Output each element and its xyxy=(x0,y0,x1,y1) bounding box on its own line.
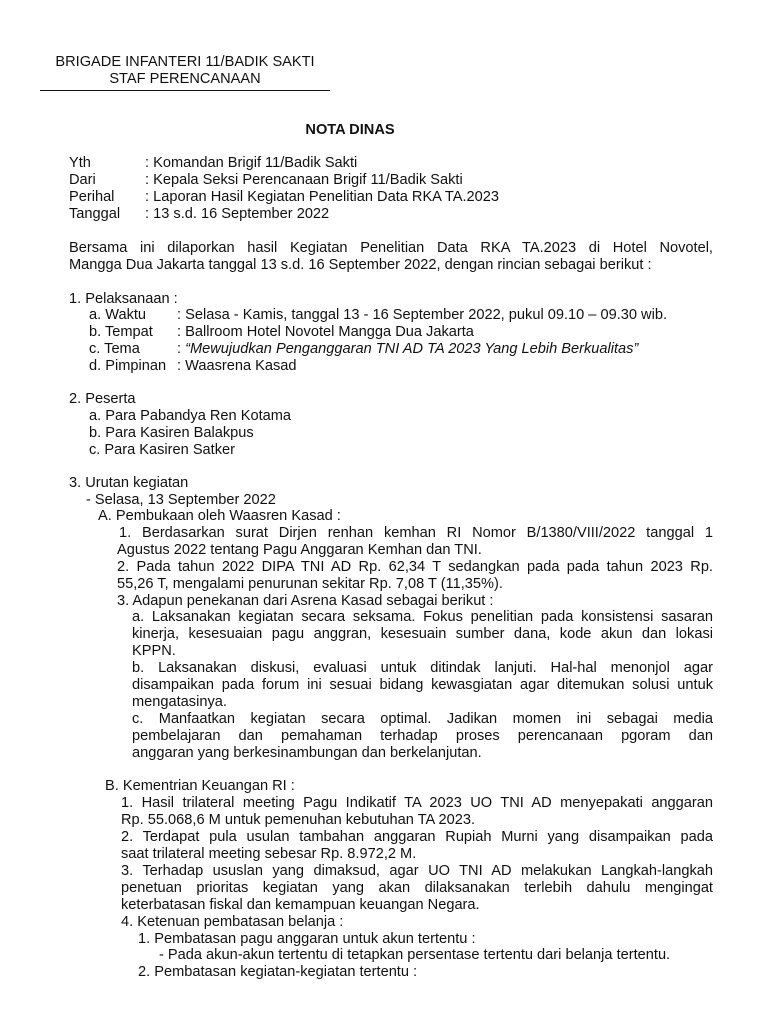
b-point-2-line-1: 2. Terdapat pula usulan tambahan anggaran Rupiah Murni yang disampaikan pada xyxy=(121,829,713,845)
day-heading: - Selasa, 13 September 2022 xyxy=(86,492,276,508)
b-point-4-2: 2. Pembatasan kegiatan-kegiatan tertentu : xyxy=(138,964,418,980)
item-value: : Selasa - Kamis, tanggal 13 - 16 September 2022, pukul 09.10 – 09.30 wib. xyxy=(177,307,668,323)
a-point-2-line-2: 55,26 T, mengalami penurunan sekitar Rp. 7,08 T (11,35%). xyxy=(117,576,503,592)
b-point-4-1-a: - Pada akun-akun tertentu di tetapkan persentase tertentu dari belanja tertentu. xyxy=(159,947,671,963)
a-sub-c-line-3: anggaran yang berkesinambungan dan berkelanjutan. xyxy=(132,745,482,761)
subsection-b-title: B. Kementrian Keuangan RI : xyxy=(105,778,295,794)
a-sub-a-line-3: KPPN. xyxy=(132,643,176,659)
item-value: : Waasrena Kasad xyxy=(177,358,297,374)
b-point-4: 4. Ketenuan pembatasan belanja : xyxy=(121,914,344,930)
document-title: NOTA DINAS xyxy=(305,122,395,138)
item-key: a. Waktu xyxy=(89,307,147,323)
a-point-2-line-1: 2. Pada tahun 2022 DIPA TNI AD Rp. 62,34 T sedangkan pada pada tahun 2023 Rp. xyxy=(117,559,713,575)
subsection-a-title: A. Pembukaan oleh Waasren Kasad : xyxy=(98,508,341,524)
header-key: Perihal xyxy=(69,189,115,205)
section-2-title: 2. Peserta xyxy=(69,391,136,407)
b-point-3-line-2: penetuan prioritas kegiatan yang akan dilaksanakan terlebih dahulu mengingat xyxy=(121,880,713,896)
item-key: c. Tema xyxy=(89,341,140,357)
a-sub-c-line-1: c. Manfaatkan kegiatan secara optimal. Jadikan momen ini sebagai media xyxy=(132,711,713,727)
b-point-1-line-1: 1. Hasil trilateral meeting Pagu Indikatif TA 2023 UO TNI AD menyepakati anggaran xyxy=(121,795,713,811)
a-point-1-line-2: Agustus 2022 tentang Pagu Anggaran Kemhan dan TNI. xyxy=(117,542,482,558)
item-colon: : xyxy=(177,341,186,357)
a-point-3: 3. Adapun penekanan dari Asrena Kasad sebagai berikut : xyxy=(117,593,494,609)
a-point-1-line-1: 1. Berdasarkan surat Dirjen renhan kemhan RI Nomor B/1380/VIII/2022 tanggal 1 xyxy=(119,525,713,541)
a-sub-a-line-1: a. Laksanakan kegiatan secara seksama. Fokus penelitian pada konsistensi sasaran xyxy=(132,609,713,625)
b-point-3-line-1: 3. Terhadap ususlan yang dimaksud, agar UO TNI AD melakukan Langkah-langkah xyxy=(121,863,713,879)
a-sub-b-line-2: disampaikan pada forum ini sesuai bidang kewasgiatan agar ditemukan solusi untuk xyxy=(132,677,713,693)
intro-line-1: Bersama ini dilaporkan hasil Kegiatan Penelitian Data RKA TA.2023 di Hotel Novotel, xyxy=(69,240,713,256)
letterhead xyxy=(40,54,330,91)
header-key: Dari xyxy=(69,172,96,188)
participant-item: b. Para Kasiren Balakpus xyxy=(89,425,254,441)
a-sub-c-line-2: pembelajaran dan pemahaman terhadap proses perencanaan pgoram dan xyxy=(132,728,713,744)
header-value: : 13 s.d. 16 September 2022 xyxy=(145,206,330,222)
item-key: d. Pimpinan xyxy=(89,358,167,374)
section-1-title: 1. Pelaksanaan : xyxy=(69,291,178,307)
header-key: Tanggal xyxy=(69,206,121,222)
a-sub-b-line-1: b. Laksanakan diskusi, evaluasi untuk ditindak lanjuti. Hal-hal menonjol agar xyxy=(132,660,713,676)
section-3-title: 3. Urutan kegiatan xyxy=(69,475,189,491)
participant-item: c. Para Kasiren Satker xyxy=(89,442,236,458)
a-sub-b-line-3: mengatasinya. xyxy=(132,694,227,710)
b-point-4-1: 1. Pembatasan pagu anggaran untuk akun tertentu : xyxy=(138,931,476,947)
b-point-3-line-3: keterbatasan fiskal dan kemampuan keuangan Negara. xyxy=(121,897,480,913)
letterhead-division: STAF PERENCANAAN xyxy=(109,70,261,87)
header-value: : Komandan Brigif 11/Badik Sakti xyxy=(145,155,358,171)
item-key: b. Tempat xyxy=(89,324,153,340)
b-point-1-line-2: Rp. 55.068,6 M untuk pemenuhan kebutuhan TA 2023. xyxy=(121,812,476,828)
intro-line-2: Mangga Dua Jakarta tanggal 13 s.d. 16 September 2022, dengan rincian sebagai berikut : xyxy=(69,257,652,273)
item-value: : Ballroom Hotel Novotel Mangga Dua Jakarta xyxy=(177,324,474,340)
theme-text: “Mewujudkan Penganggaran TNI AD TA 2023 Yang Lebih Berkualitas” xyxy=(185,341,639,357)
header-value: : Laporan Hasil Kegiatan Penelitian Data RKA TA.2023 xyxy=(145,189,499,205)
header-key: Yth xyxy=(69,155,91,171)
participant-item: a. Para Pabandya Ren Kotama xyxy=(89,408,292,424)
b-point-2-line-2: saat trilateral meeting sebesar Rp. 8.972,2 M. xyxy=(121,846,417,862)
letterhead-underline xyxy=(40,90,330,91)
a-sub-a-line-2: kinerja, kesesuaian pagu anggran, kesesuain sumber dana, kode akun dan lokasi xyxy=(132,626,713,642)
header-value: : Kepala Seksi Perencanaan Brigif 11/Badik Sakti xyxy=(145,172,463,188)
letterhead-unit: BRIGADE INFANTERI 11/BADIK SAKTI xyxy=(55,54,315,70)
item-value-wrap xyxy=(177,341,638,358)
